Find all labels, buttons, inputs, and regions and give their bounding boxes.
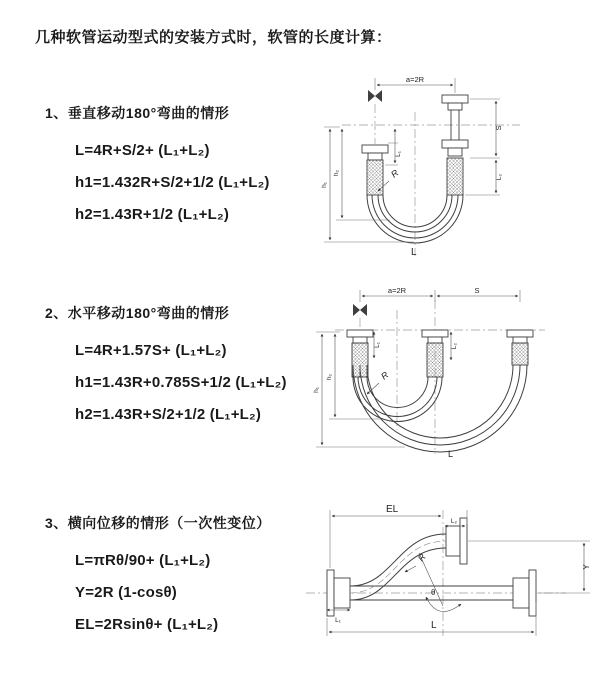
dim-label-h2: h₂ — [333, 169, 340, 177]
dim-label-h1: h₁ — [313, 387, 320, 393]
hose-u-initial — [353, 377, 442, 422]
centerlines — [306, 510, 566, 636]
theta-arc — [426, 597, 461, 612]
left-flange — [327, 570, 350, 616]
dim-label-a2r: a=2R — [405, 75, 425, 84]
dim-label-h1: h₁ — [321, 182, 328, 188]
right-pipe-end — [442, 95, 468, 195]
dim-label-r: R — [389, 167, 401, 180]
diagram-horizontal-180 — [310, 282, 600, 460]
section-heading: 1、垂直移动180°弯曲的情形 — [45, 105, 230, 121]
formula-line: h1=1.43R+0.785S+1/2 (L₁+L₂) — [75, 374, 287, 391]
left-pipe-end — [347, 330, 373, 377]
right-flange — [513, 570, 536, 616]
formula-list — [45, 335, 325, 431]
valve-icon — [353, 304, 367, 316]
dim-label-l: L — [431, 620, 437, 631]
hose-u-displaced — [353, 365, 527, 452]
dim-label-s: S — [494, 125, 503, 131]
diagram-vertical-180 — [310, 70, 600, 260]
dim-label-l1: L₁ — [374, 342, 381, 348]
dim-label-l: L — [448, 449, 454, 459]
dim-label-l1: L₁ — [335, 617, 341, 624]
dimension-lines — [324, 78, 500, 242]
dim-label-a2r: a=2R — [387, 286, 407, 295]
dimension-lines — [316, 290, 520, 447]
middle-pipe-end — [422, 330, 448, 377]
dim-label-theta: θ — [431, 588, 436, 597]
dim-label-l1: L₁ — [395, 151, 402, 157]
section-heading: 2、水平移动180°弯曲的情形 — [45, 305, 230, 321]
formula-line: Y=2R (1-cosθ) — [75, 584, 177, 601]
dim-label-l2: L₂ — [496, 173, 503, 181]
section-horizontal-180 — [45, 303, 325, 431]
formula-line: h1=1.432R+S/2+1/2 (L₁+L₂) — [75, 174, 270, 191]
dim-label-y: Y — [582, 564, 591, 570]
formula-list — [45, 545, 325, 641]
left-pipe-end — [362, 145, 388, 195]
diagram-lateral-displacement — [298, 496, 598, 656]
page-title: 几种软管运动型式的安装方式时，软管的长度计算： — [35, 29, 392, 46]
dim-label-el: EL — [386, 504, 399, 515]
formula-line: h2=1.43R+1/2 (L₁+L₂) — [75, 206, 230, 223]
dim-label-r: R — [415, 551, 428, 564]
section-vertical-180 — [45, 103, 325, 231]
formula-line: L=πRθ/90+ (L₁+L₂) — [75, 552, 211, 569]
section-heading: 3、横向位移的情形（一次性变位） — [45, 515, 271, 531]
dim-label-l2: L₂ — [450, 518, 458, 525]
right-pipe-end — [507, 330, 533, 365]
formula-line: h2=1.43R+S/2+1/2 (L₁+L₂) — [75, 406, 262, 423]
dim-label-r: R — [379, 369, 391, 382]
formula-line: L=4R+1.57S+ (L₁+L₂) — [75, 342, 227, 359]
formula-line: L=4R+S/2+ (L₁+L₂) — [75, 142, 210, 159]
valve-icon — [368, 90, 382, 102]
dim-label-l2: L₂ — [451, 342, 458, 350]
formula-line: EL=2Rsinθ+ (L₁+L₂) — [75, 616, 219, 633]
dim-label-s: S — [474, 286, 480, 295]
dim-label-h2: h₂ — [326, 373, 333, 381]
dim-label-l: L — [411, 247, 417, 258]
section-lateral-displacement — [45, 513, 325, 641]
formula-list — [45, 135, 325, 231]
